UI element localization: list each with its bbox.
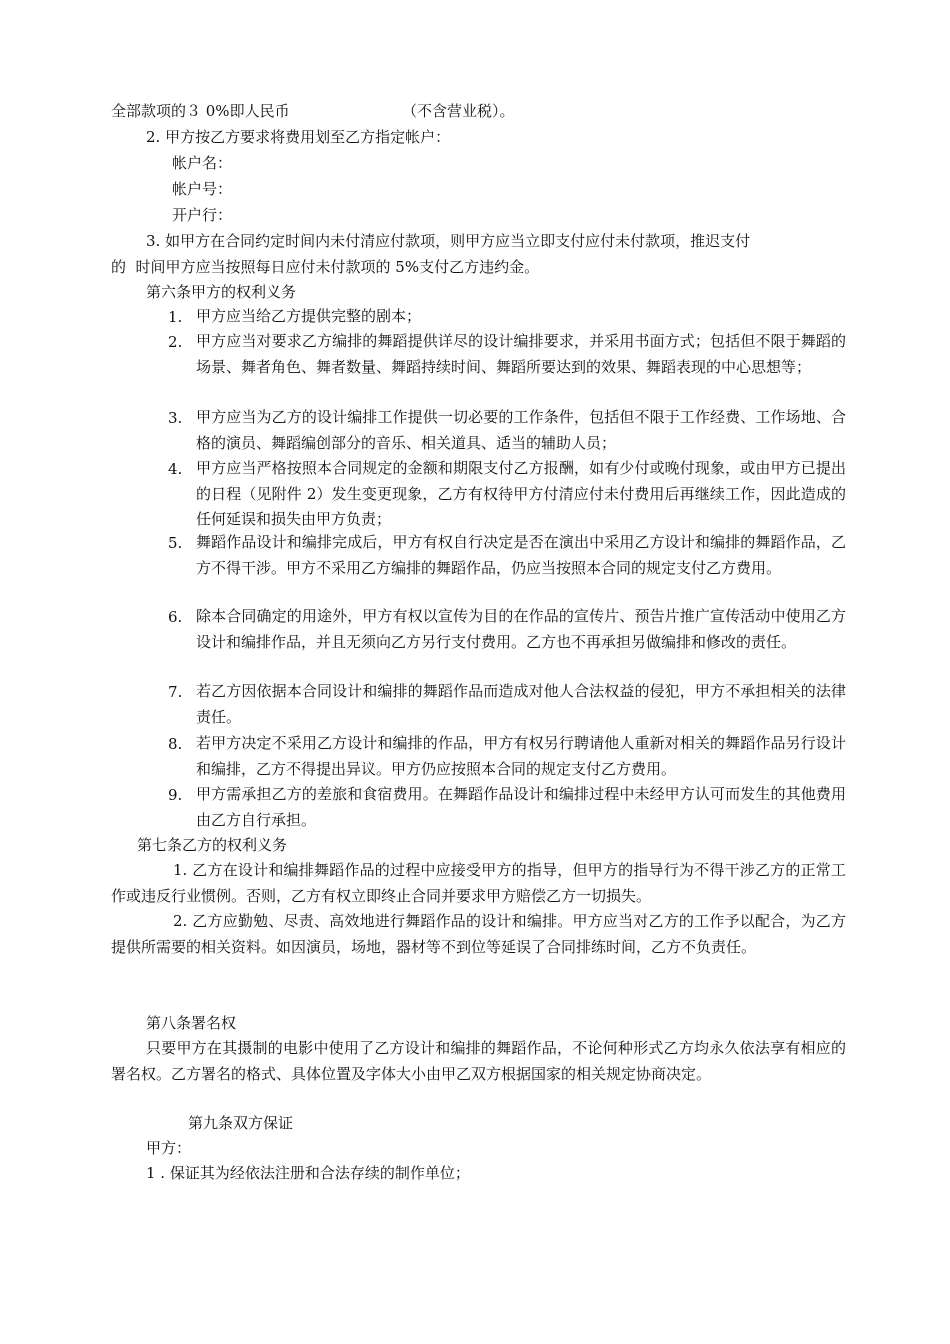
account-number-label: 帐户号：: [172, 180, 233, 198]
list-item-number: 2.: [168, 333, 183, 351]
list-item: 除本合同确定的用途外，甲方有权以宣传为目的在作品的宣传片、预告片推广宣传活动中使用乙方设计和编排作品，并且无须向乙方另行支付费用。乙方也不再承担另做编排和修改的责任。: [196, 607, 846, 651]
list-item-number: 6.: [168, 608, 183, 626]
article-7-paragraph-2: 2. 乙方应勤勉、尽责、高效地进行舞蹈作品的设计和编排。甲方应当对乙方的工作予以配合，为乙方提供所需要的相关资料。如因演员，场地，器材等不到位等延误了合同排练时间，乙方不负责任。: [111, 912, 846, 956]
party-a-label: 甲方：: [146, 1139, 192, 1157]
list-item-number: 4.: [168, 460, 183, 478]
payment-item-2: 2. 甲方按乙方要求将费用划至乙方指定帐户：: [146, 128, 451, 146]
article-7-heading: 第七条乙方的权利义务: [137, 836, 288, 854]
list-item-number: 5.: [168, 534, 183, 552]
article-9-heading: 第九条双方保证: [188, 1114, 294, 1132]
list-item: 甲方需承担乙方的差旅和食宿费用。在舞蹈作品设计和编排过程中未经甲方认可而发生的其他费用由乙方自行承担。: [196, 785, 846, 829]
article-8-paragraph: 只要甲方在其摄制的电影中使用了乙方设计和编排的舞蹈作品，不论何种形式乙方均永久依法享有相应的署名权。乙方署名的格式、具体位置及字体大小由甲乙双方根据国家的相关规定协商决定。: [111, 1039, 846, 1083]
list-item-number: 1.: [168, 308, 183, 326]
article-9-item-1: 1 . 保证其为经依法注册和合法存续的制作单位；: [146, 1164, 470, 1182]
account-name-label: 帐户名：: [172, 154, 233, 172]
payment-item-3-line1: 3. 如甲方在合同约定时间内未付清应付款项，则甲方应当立即支付应付未付款项，推迟支付: [146, 232, 751, 250]
payment-amount-text: 全部款项的３ 0%即人民币: [111, 102, 290, 120]
article-8-heading: 第八条署名权: [146, 1014, 237, 1032]
list-item-number: 3.: [168, 409, 183, 427]
list-item: 甲方应当给乙方提供完整的剧本；: [196, 307, 422, 325]
tax-note-text: （不含营业税）。: [402, 102, 515, 120]
list-item-number: 8.: [168, 735, 183, 753]
bank-label: 开户行：: [172, 206, 233, 224]
article-6-heading: 第六条甲方的权利义务: [146, 283, 297, 301]
list-item: 若乙方因依据本合同设计和编排的舞蹈作品而造成对他人合法权益的侵犯，甲方不承担相关的法律责任。: [196, 682, 846, 726]
list-item: 甲方应当严格按照本合同规定的金额和期限支付乙方报酬，如有少付或晚付现象，或由甲方已提出的日程（见附件 2）发生变更现象，乙方有权待甲方付清应付未付费用后再继续工作，因此造成的任何延误和损失由甲方负责；: [196, 459, 846, 528]
list-item: 甲方应当对要求乙方编排的舞蹈提供详尽的设计编排要求，并采用书面方式；包括但不限于舞蹈的场景、舞者角色、舞者数量、舞蹈持续时间、舞蹈所要达到的效果、舞蹈表现的中心思想等；: [196, 332, 846, 376]
list-item-number: 9.: [168, 786, 183, 804]
list-item-number: 7.: [168, 683, 183, 701]
list-item: 若甲方决定不采用乙方设计和编排的作品，甲方有权另行聘请他人重新对相关的舞蹈作品另行设计和编排，乙方不得提出异议。甲方仍应按照本合同的规定支付乙方费用。: [196, 734, 846, 778]
list-item: 甲方应当为乙方的设计编排工作提供一切必要的工作条件，包括但不限于工作经费、工作场地、合格的演员、舞蹈编创部分的音乐、相关道具、适当的辅助人员；: [196, 408, 846, 452]
article-7-paragraph-1: 1. 乙方在设计和编排舞蹈作品的过程中应接受甲方的指导，但甲方的指导行为不得干涉乙方的正常工作或违反行业惯例。否则，乙方有权立即终止合同并要求甲方赔偿乙方一切损失。: [111, 861, 846, 905]
list-item: 舞蹈作品设计和编排完成后，甲方有权自行决定是否在演出中采用乙方设计和编排的舞蹈作品，乙方不得干涉。甲方不采用乙方编排的舞蹈作品，仍应当按照本合同的规定支付乙方费用。: [196, 533, 846, 577]
payment-item-3-line2: 的 时间甲方应当按照每日应付未付款项的 5%支付乙方违约金。: [111, 258, 540, 276]
